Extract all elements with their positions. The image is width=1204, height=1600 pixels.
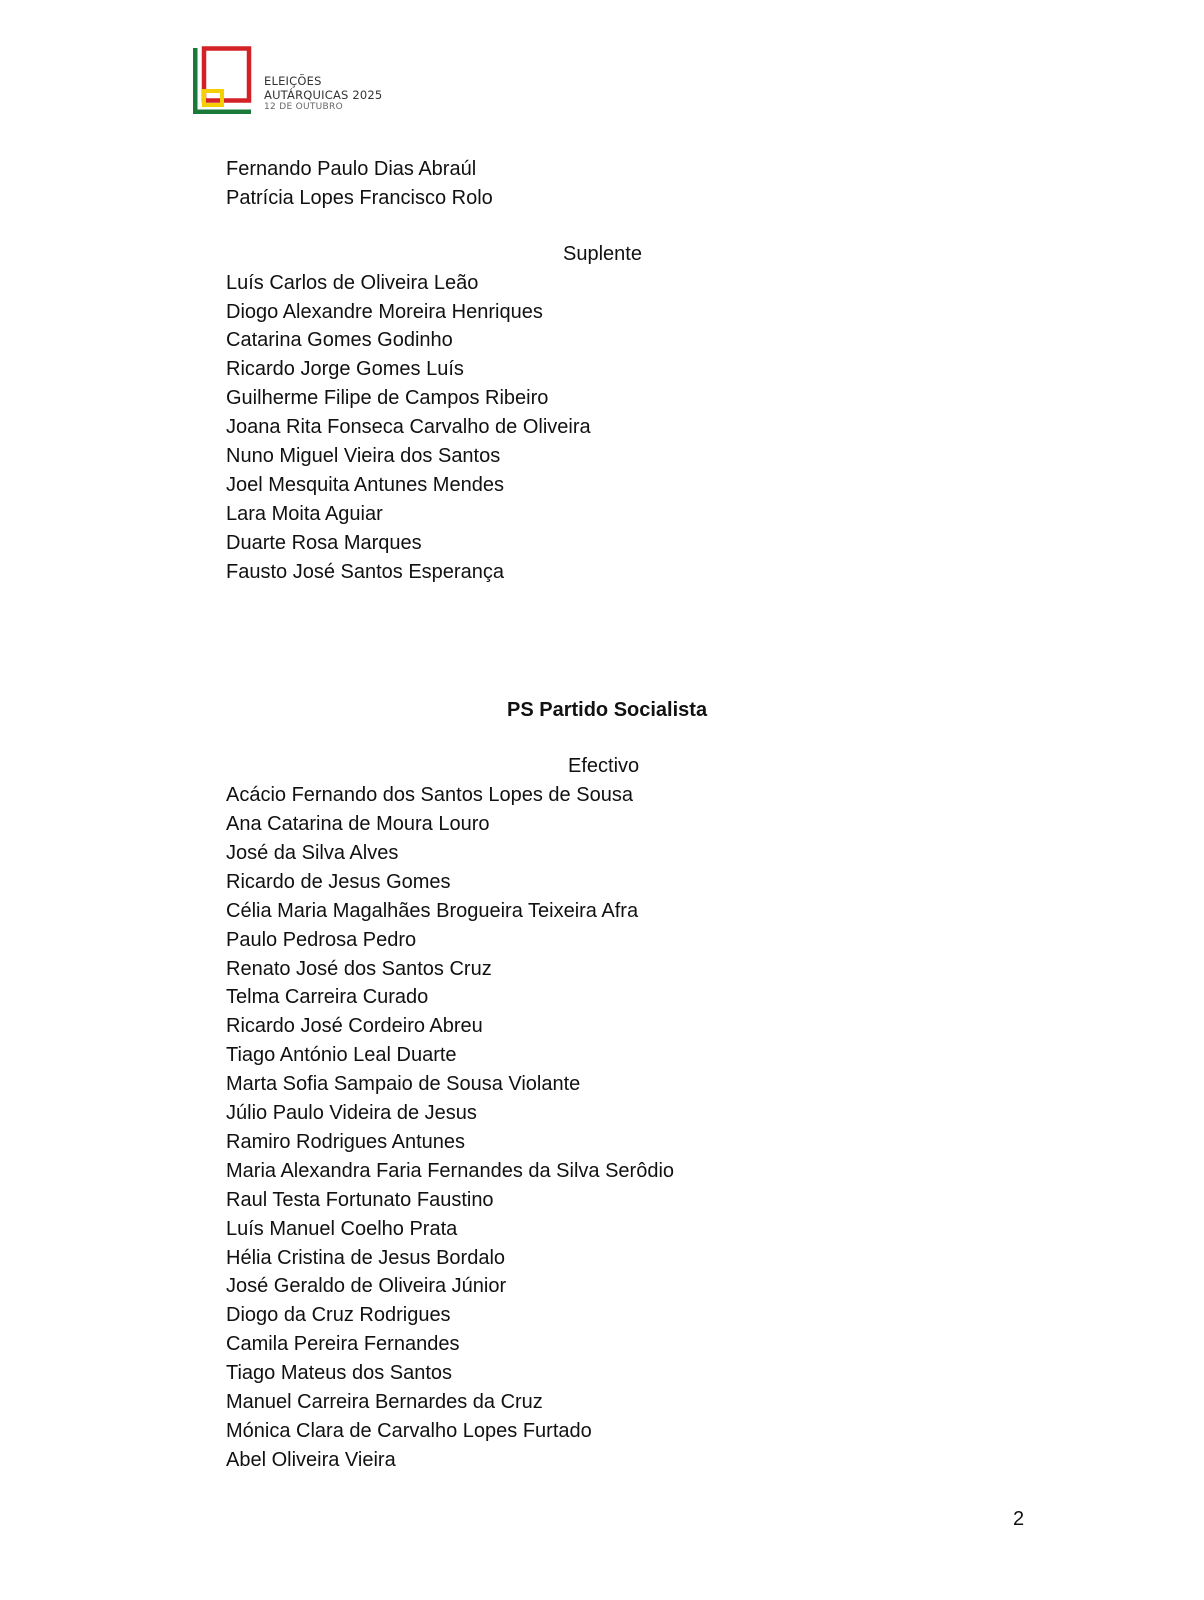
page-number: 2 [1013,1508,1025,1530]
list-item: Ricardo José Cordeiro Abreu [226,1015,483,1038]
list-item: Abel Oliveira Vieira [226,1448,396,1471]
logo-title-line2: AUTÁRQUICAS 2025 [264,87,383,102]
list-item: Maria Alexandra Faria Fernandes da Silva Serôdio [226,1159,675,1182]
logo-green-vertical [193,48,198,114]
eleicoes-logo-icon [193,46,255,118]
list-item: Raul Testa Fortunato Faustino [226,1188,494,1211]
continued-list [226,155,1026,213]
list-item: Paulo Pedrosa Pedro [226,928,417,951]
list-item: Mónica Clara de Carvalho Lopes Furtado [226,1419,592,1442]
list-item: Diogo Alexandre Moreira Henriques [226,300,543,323]
logo-yellow-square [204,91,222,105]
party-heading: PS Partido Socialista [507,699,708,722]
list-item: Hélia Cristina de Jesus Bordalo [226,1246,506,1269]
logo-date: 12 DE OUTUBRO [264,102,343,112]
list-item: Ramiro Rodrigues Antunes [226,1130,466,1153]
list-item: Fausto José Santos Esperança [226,560,504,583]
document-body [226,155,1026,1475]
list-item: Joel Mesquita Antunes Mendes [226,473,504,496]
list-item: Marta Sofia Sampaio de Sousa Violante [226,1073,581,1096]
list-item: Manuel Carreira Bernardes da Cruz [226,1390,543,1413]
list-item: Ana Catarina de Moura Louro [226,813,490,836]
list-item: Tiago António Leal Duarte [226,1044,457,1067]
suplente-heading: Suplente [563,242,642,265]
list-item: Telma Carreira Curado [226,986,429,1009]
list-item: Lara Moita Aguiar [226,502,383,525]
list-item: Nuno Miguel Vieira dos Santos [226,445,501,468]
logo-text [264,76,382,112]
list-item: Júlio Paulo Videira de Jesus [226,1102,477,1125]
list-item: Ricardo de Jesus Gomes [226,870,451,893]
list-item: Guilherme Filipe de Campos Ribeiro [226,387,549,410]
list-item: Duarte Rosa Marques [226,531,422,554]
list-item: Tiago Mateus dos Santos [226,1362,453,1385]
list-item: José da Silva Alves [226,842,399,865]
list-item: Luís Carlos de Oliveira Leão [226,271,479,294]
list-item: Catarina Gomes Godinho [226,329,453,352]
logo-green-horizontal [193,110,251,115]
logo-title-line1: ELEIÇÕES [264,74,322,88]
list-item: Luís Manuel Coelho Prata [226,1217,458,1240]
list-item: Fernando Paulo Dias Abraúl [226,158,477,180]
efectivo-heading: Efectivo [568,755,640,778]
list-item: Camila Pereira Fernandes [226,1333,460,1356]
list-item: Célia Maria Magalhães Brogueira Teixeira Afra [226,899,639,922]
list-item: Acácio Fernando dos Santos Lopes de Sousa [226,784,633,807]
suplente-list [226,269,1026,587]
list-item: Joana Rita Fonseca Carvalho de Oliveira [226,416,591,439]
list-item: Renato José dos Santos Cruz [226,957,492,980]
list-item: Ricardo Jorge Gomes Luís [226,358,464,381]
list-item: José Geraldo de Oliveira Júnior [226,1275,507,1298]
list-item: Diogo da Cruz Rodrigues [226,1304,451,1327]
efectivo-list [226,781,1026,1474]
list-item: Patrícia Lopes Francisco Rolo [226,186,493,209]
